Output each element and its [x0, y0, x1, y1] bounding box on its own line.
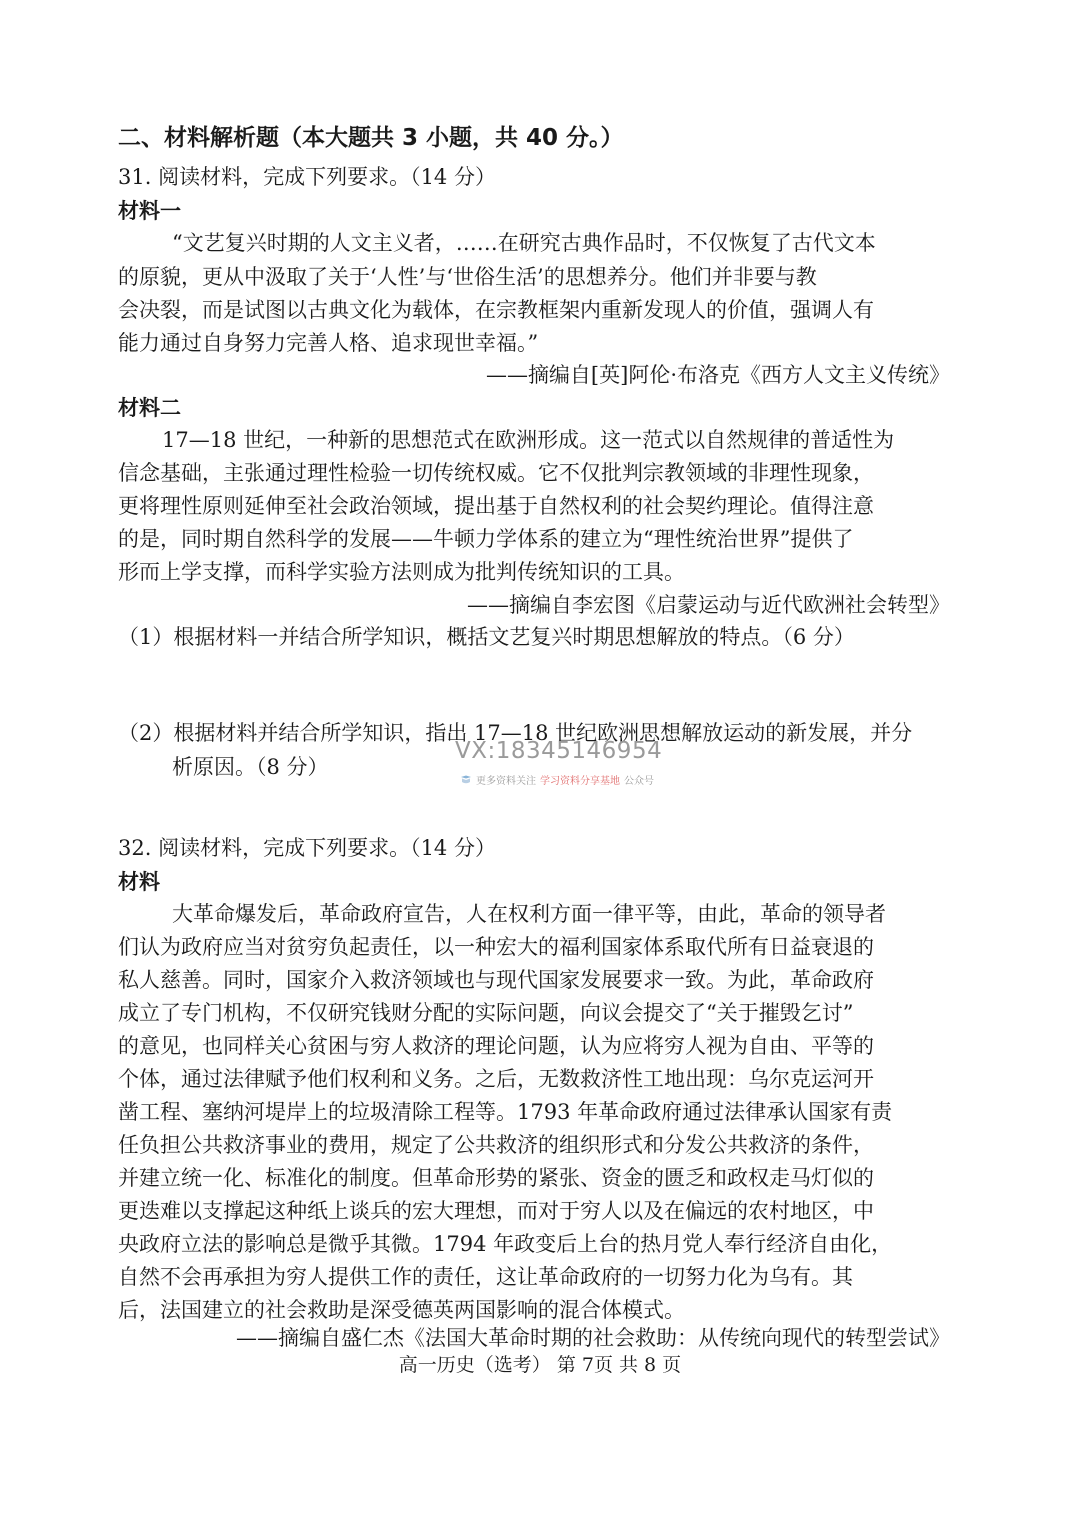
q31-material2-line: 更将理性原则延伸至社会政治领域，提出基于自然权利的社会契约理论。值得注意: [118, 494, 874, 518]
watermark-sub-suffix: 公众号: [624, 776, 654, 787]
q32-material-line: 私人慈善。同时，国家介入救济领域也与现代国家发展要求一致。为此，革命政府: [118, 968, 874, 992]
q31-material1-label: 材料一: [118, 199, 181, 223]
watermark-subtitle: [460, 772, 654, 787]
q31-material2-line: 17—18 世纪，一种新的思想范式在欧洲形成。这一范式以自然规律的普适性为: [162, 428, 895, 452]
q32-source: ——摘编自盛仁杰《法国大革命时期的社会救助：从传统向现代的转型尝试》: [236, 1326, 950, 1350]
q32-material-line: 个体，通过法律赋予他们权利和义务。之后，无数救济性工地出现：乌尔克运河开: [118, 1067, 874, 1091]
q31-material2-line: 的是，同时期自然科学的发展——牛顿力学体系的建立为“理性统治世界”提供了: [118, 527, 854, 551]
page-footer: 高一历史（选考） 第 7页 共 8 页: [398, 1354, 682, 1376]
q31-material1-line: “文艺复兴时期的人文主义者，……在研究古典作品时，不仅恢复了古代文本: [172, 231, 876, 255]
q31-material2-line: 形而上学支撑，而科学实验方法则成为批判传统知识的工具。: [118, 560, 685, 584]
watermark-sub-highlight: 学习资料分享基地: [540, 776, 620, 787]
q31-material2-source: ——摘编自李宏图《启蒙运动与近代欧洲社会转型》: [467, 593, 950, 617]
q31-material1-line: 的原貌，更从中汲取了关于‘人性’与‘世俗生活’的思想养分。他们并非要与教: [118, 265, 817, 289]
q32-material-line: 更迭难以支撑起这种纸上谈兵的宏大理想，而对于穷人以及在偏远的农村地区，中: [118, 1199, 874, 1223]
q32-material-line: 的意见，也同样关心贫困与穷人救济的理论问题，认为应将穷人视为自由、平等的: [118, 1034, 874, 1058]
q31-subquestion-1: （1）根据材料一并结合所学知识，概括文艺复兴时期思想解放的特点。（6 分）: [118, 625, 855, 649]
watermark-sub-prefix: 更多资料关注: [476, 776, 536, 787]
q31-material1-line: 会决裂，而是试图以古典文化为载体，在宗教框架内重新发现人的价值，强调人有: [118, 298, 874, 322]
q32-material-line: 凿工程、塞纳河堤岸上的垃圾清除工程等。1793 年革命政府通过法律承认国家有责: [118, 1100, 893, 1124]
book-icon: [460, 775, 472, 785]
watermark-contact: VX:18345146954: [455, 738, 663, 764]
q32-material-line: 后，法国建立的社会救助是深受德英两国影响的混合体模式。: [118, 1298, 685, 1322]
section-heading: 二、材料解析题（本大题共 3 小题，共 40 分。）: [118, 125, 624, 151]
q32-material-line: 央政府立法的影响总是微乎其微。1794 年政变后上台的热月党人奉行经济自由化，: [118, 1232, 893, 1256]
q31-material2-label: 材料二: [118, 396, 181, 420]
q32-material-line: 大革命爆发后，革命政府宣告，人在权利方面一律平等，由此，革命的领导者: [172, 902, 886, 926]
q32-header: 32. 阅读材料，完成下列要求。（14 分）: [118, 836, 496, 860]
q31-material1-line: 能力通过自身努力完善人格、追求现世幸福。”: [118, 331, 539, 355]
q31-material2-line: 信念基础，主张通过理性检验一切传统权威。它不仅批判宗教领域的非理性现象，: [118, 461, 874, 485]
q32-material-line: 成立了专门机构，不仅研究钱财分配的实际问题，向议会提交了“关于摧毁乞讨”: [118, 1001, 854, 1025]
q32-material-line: 自然不会再承担为穷人提供工作的责任，这让革命政府的一切努力化为乌有。其: [118, 1265, 853, 1289]
q32-material-line: 们认为政府应当对贫穷负起责任，以一种宏大的福利国家体系取代所有日益衰退的: [118, 935, 874, 959]
q31-material1-source: ——摘编自[英]阿伦·布洛克《西方人文主义传统》: [485, 363, 950, 387]
q31-header: 31. 阅读材料，完成下列要求。（14 分）: [118, 165, 496, 189]
q31-subquestion-2: （2）根据材料并结合所学知识，指出 17—18 世纪欧洲思想解放运动的新发展，并分: [118, 721, 913, 745]
q32-material-line: 任负担公共救济事业的费用，规定了公共救济的组织形式和分发公共救济的条件，: [118, 1133, 874, 1157]
q32-material-line: 并建立统一化、标准化的制度。但革命形势的紧张、资金的匮乏和政权走马灯似的: [118, 1166, 874, 1190]
q32-material-label: 材料: [118, 870, 160, 894]
q31-subquestion-2-cont: 析原因。（8 分）: [172, 755, 329, 779]
